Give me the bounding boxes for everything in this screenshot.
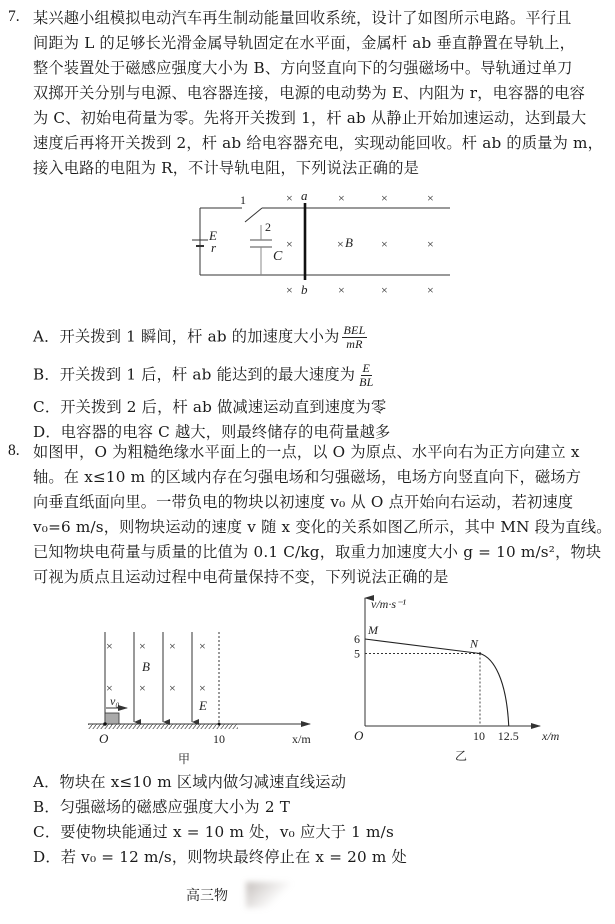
e-field-label: E — [199, 698, 207, 713]
switch-label-2: 2 — [265, 220, 271, 234]
magnetic-field-cross-icon: × — [169, 639, 176, 653]
series-MN-line — [365, 636, 480, 654]
figure-caption-jia: 甲 — [178, 752, 191, 766]
q7-line-4: 双掷开关分别与电源、电容器连接，电源的电动势为 E、内阻为 r，电容器的电容 — [33, 84, 585, 102]
magnetic-field-cross-icon: × — [427, 283, 434, 297]
fraction-denominator: mR — [346, 337, 363, 351]
point-label-N: N — [470, 636, 479, 651]
magnetic-field-cross-icon: × — [199, 639, 206, 653]
magnetic-field-cross-icon: × — [427, 237, 434, 251]
magnetic-field-cross-icon: × — [106, 639, 113, 653]
q7-number: 7. — [8, 8, 20, 25]
magnetic-field-cross-icon: × — [139, 639, 146, 653]
q8-option-b[interactable]: B．匀强磁场的磁感应强度大小为 2 T — [33, 798, 291, 816]
magnetic-field-cross-icon: × — [381, 237, 388, 251]
magnetic-field-cross-icon: × — [338, 191, 345, 205]
magnetic-field-cross-icon: × — [286, 191, 293, 205]
x-tick-label: 12.5 — [497, 729, 519, 743]
magnetic-field-cross-icon: × — [337, 237, 344, 251]
magnetic-field-cross-icon: × — [286, 283, 293, 297]
y-tick-label: 5 — [354, 646, 360, 661]
magnetic-field-cross-icon: × — [199, 681, 206, 695]
q8-line-4: v₀=6 m/s，则物块运动的速度 v 随 x 变化的关系如图乙所示，其中 MN 段为直线。 — [33, 518, 612, 536]
q7-line-1: 某兴趣小组模拟电动汽车再生制动能量回收系统，设计了如图所示电路。平行且 — [33, 9, 572, 27]
origin-label: O — [99, 731, 109, 746]
x-tick-label: 10 — [473, 729, 485, 743]
q7-option-c[interactable]: C．开关拨到 2 后，杆 ab 做减速运动直到速度为零 — [33, 398, 387, 416]
q7-option-b-text: B．开关拨到 1 后，杆 ab 能达到的最大速度为 — [33, 365, 356, 384]
x-axis-label: x/m — [292, 732, 311, 746]
emf-label: E — [209, 228, 217, 243]
rod-label-b: b — [301, 282, 308, 297]
point-N-marker — [479, 652, 481, 654]
field-label-B: B — [345, 235, 353, 250]
switch-label-1: 1 — [240, 193, 246, 207]
capacitor-label: C — [273, 249, 283, 264]
magnetic-field-cross-icon: × — [286, 237, 293, 251]
q8-option-c[interactable]: C．要使物块能通过 x = 10 m 处，v₀ 应大于 1 m/s — [33, 823, 394, 841]
series-N-curve — [480, 654, 509, 727]
q7-option-d[interactable]: D．电容器的电容 C 越大，则最终储存的电荷量越多 — [33, 423, 391, 441]
q7-line-7: 接入电路的电阻为 R，不计导轨电阻，下列说法正确的是 — [33, 159, 419, 177]
q8-number: 8. — [8, 442, 20, 459]
origin-label: O — [354, 728, 364, 743]
magnetic-field-cross-icon: × — [381, 191, 388, 205]
magnetic-field-cross-icon: × — [338, 283, 345, 297]
magnetic-field-cross-icon: × — [169, 681, 176, 695]
q8-line-5: 已知物块电荷量与质量的比值为 0.1 C/kg，取重力加速度大小 g = 10 m/s²，物块 — [33, 543, 602, 561]
q7-option-a-text: A．开关拨到 1 瞬间，杆 ab 的加速度大小为 — [33, 327, 340, 346]
q8-option-a[interactable]: A．物块在 x≤10 m 区域内做匀减速直线运动 — [33, 773, 347, 791]
fraction-numerator: BEL — [343, 323, 366, 337]
q8-line-1: 如图甲，O 为粗糙绝缘水平面上的一点，以 O 为原点、水平向右为正方向建立 x — [33, 443, 580, 461]
q8-line-2: 轴。在 x≤10 m 的区域内存在匀强电场和匀强磁场，电场方向竖直向下，磁场方 — [33, 468, 582, 486]
y-axis-label: v/m·s⁻¹ — [371, 597, 406, 611]
tick-10-label: 10 — [213, 732, 225, 746]
magnetic-field-cross-icon: × — [381, 283, 388, 297]
q7-line-5: 为 C、初始电荷量为零。先将开关拨到 1，杆 ab 从静止开始加速运动，达到最大 — [33, 109, 587, 127]
page-footer: 高三物 — [186, 888, 228, 904]
v0-label: v₀ — [110, 694, 120, 708]
fraction-denominator: BL — [359, 375, 374, 389]
x-axis-label: x/m — [542, 729, 560, 743]
rod-label-a: a — [301, 188, 308, 203]
b-field-label: B — [142, 659, 150, 674]
q7-line-2: 间距为 L 的足够长光滑金属导轨固定在水平面，金属杆 ab 垂直静置在导轨上， — [33, 34, 575, 52]
magnetic-field-cross-icon: × — [139, 681, 146, 695]
image-smudge — [246, 882, 291, 908]
point-label-M: M — [368, 623, 378, 637]
chart-caption-yi: 乙 — [455, 749, 468, 763]
internal-resistance-label: r — [211, 240, 217, 255]
q8-option-d[interactable]: D．若 v₀ = 12 m/s，则物块最终停止在 x = 20 m 处 — [33, 848, 407, 866]
q8-line-3: 向垂直纸面向里。一带负电的物块以初速度 v₀ 从 O 点开始向右运动，若初速度 — [33, 493, 574, 511]
q8-line-6: 可视为质点且运动过程中电荷量保持不变，下列说法正确的是 — [33, 568, 449, 586]
q7-line-6: 速度后再将开关拨到 2，杆 ab 给电容器充电，实现动能回收。杆 ab 的质量为 m， — [33, 134, 603, 152]
magnetic-field-cross-icon: × — [106, 681, 113, 695]
magnetic-field-cross-icon: × — [427, 191, 434, 205]
y-tick-label: 6 — [354, 632, 360, 646]
fraction-numerator: E — [362, 361, 371, 375]
q7-line-3: 整个装置处于磁感应强度大小为 B、方向竖直向下的匀强磁场中。导轨通过单刀 — [33, 59, 573, 77]
